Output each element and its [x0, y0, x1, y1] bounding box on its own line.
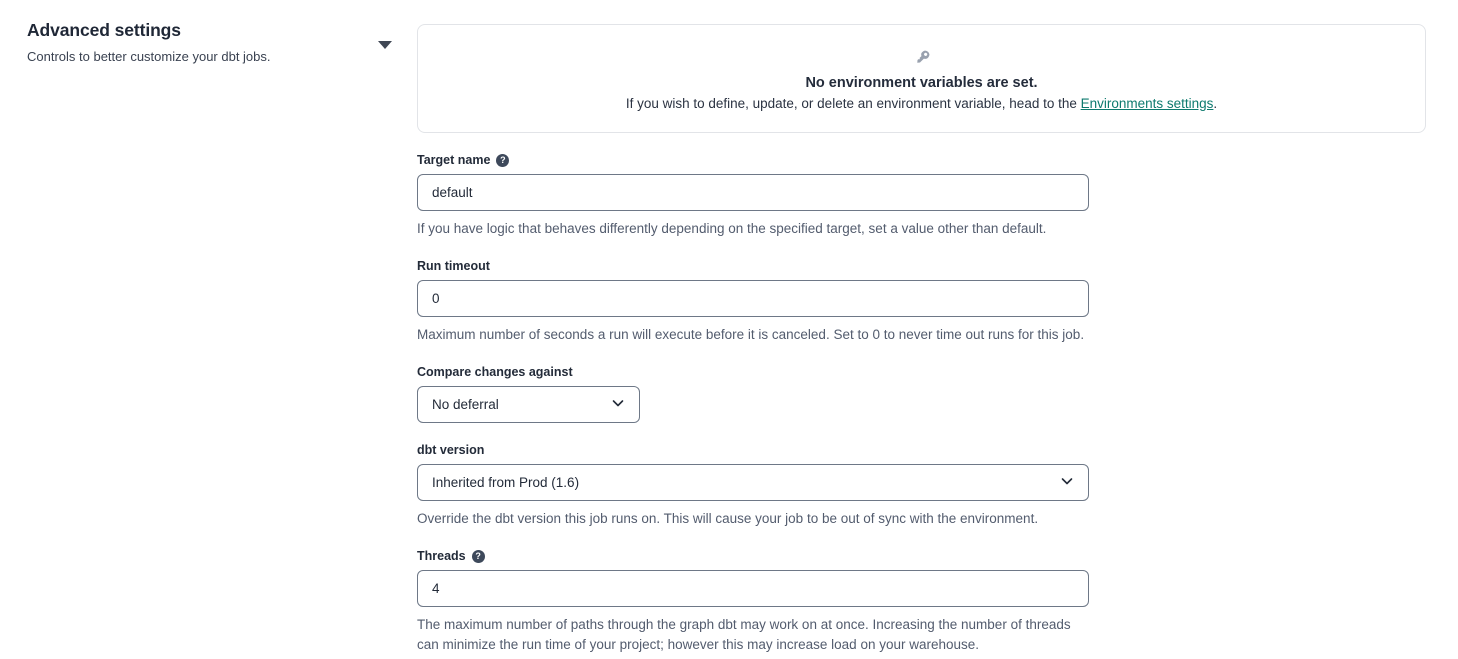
env-body-prefix: If you wish to define, update, or delete an environment variable, head to the [625, 95, 1081, 111]
threads-help-text: The maximum number of paths through the graph dbt may work on at once. Increasing the number of threads can minimize the run time of your project; however this may increase load on your warehouse. [417, 617, 1071, 652]
environments-settings-link[interactable]: Environments settings [1080, 95, 1214, 111]
threads-question-mark-icon[interactable]: ? [472, 550, 485, 563]
compare-changes-label: Compare changes against [417, 365, 573, 379]
field-dbt-version [417, 443, 1427, 529]
target-name-label-row [417, 153, 1427, 167]
chevron-down-icon [610, 395, 626, 414]
dbt-version-help-text: Override the dbt version this job runs on. This will cause your job to be out of sync with the environment. [417, 511, 1039, 526]
page-subtitle: Controls to better customize your dbt jobs. [27, 49, 271, 64]
env-variables-empty-state [417, 24, 1426, 133]
chevron-down-icon [1059, 473, 1075, 492]
run-timeout-label-row [417, 259, 1427, 273]
target-name-label: Target name [417, 153, 491, 167]
key-icon [911, 47, 933, 69]
dbt-version-label-row [417, 443, 1427, 457]
threads-label: Threads [417, 549, 466, 563]
field-threads [417, 549, 1427, 655]
target-name-help-text: If you have logic that behaves differently depending on the specified target, set a value other than default. [417, 221, 1047, 236]
field-target-name [417, 153, 1427, 239]
env-empty-body [626, 96, 1217, 111]
threads-input[interactable] [417, 570, 1089, 607]
field-run-timeout [417, 259, 1427, 345]
collapse-section-triangle-down-icon[interactable] [378, 41, 392, 49]
run-timeout-input[interactable] [417, 280, 1089, 317]
compare-changes-label-row [417, 365, 1427, 379]
env-body-suffix: . [1213, 95, 1218, 111]
dbt-version-select[interactable] [417, 464, 1089, 501]
run-timeout-label: Run timeout [417, 259, 490, 273]
env-empty-title: No environment variables are set. [805, 74, 1038, 91]
threads-label-row [417, 549, 1427, 563]
page-title: Advanced settings [27, 20, 181, 40]
target-name-input[interactable] [417, 174, 1089, 211]
run-timeout-help-text: Maximum number of seconds a run will execute before it is canceled. Set to 0 to never time out runs for this job. [417, 327, 1085, 342]
section-header [0, 0, 417, 659]
compare-changes-select[interactable] [417, 386, 640, 423]
settings-form [417, 0, 1427, 659]
dbt-version-label: dbt version [417, 443, 485, 457]
dbt-version-selected-value: Inherited from Prod (1.6) [432, 475, 580, 490]
compare-changes-selected-value: No deferral [432, 397, 499, 412]
target-name-question-mark-icon[interactable]: ? [496, 154, 509, 167]
field-compare-changes [417, 365, 1427, 423]
